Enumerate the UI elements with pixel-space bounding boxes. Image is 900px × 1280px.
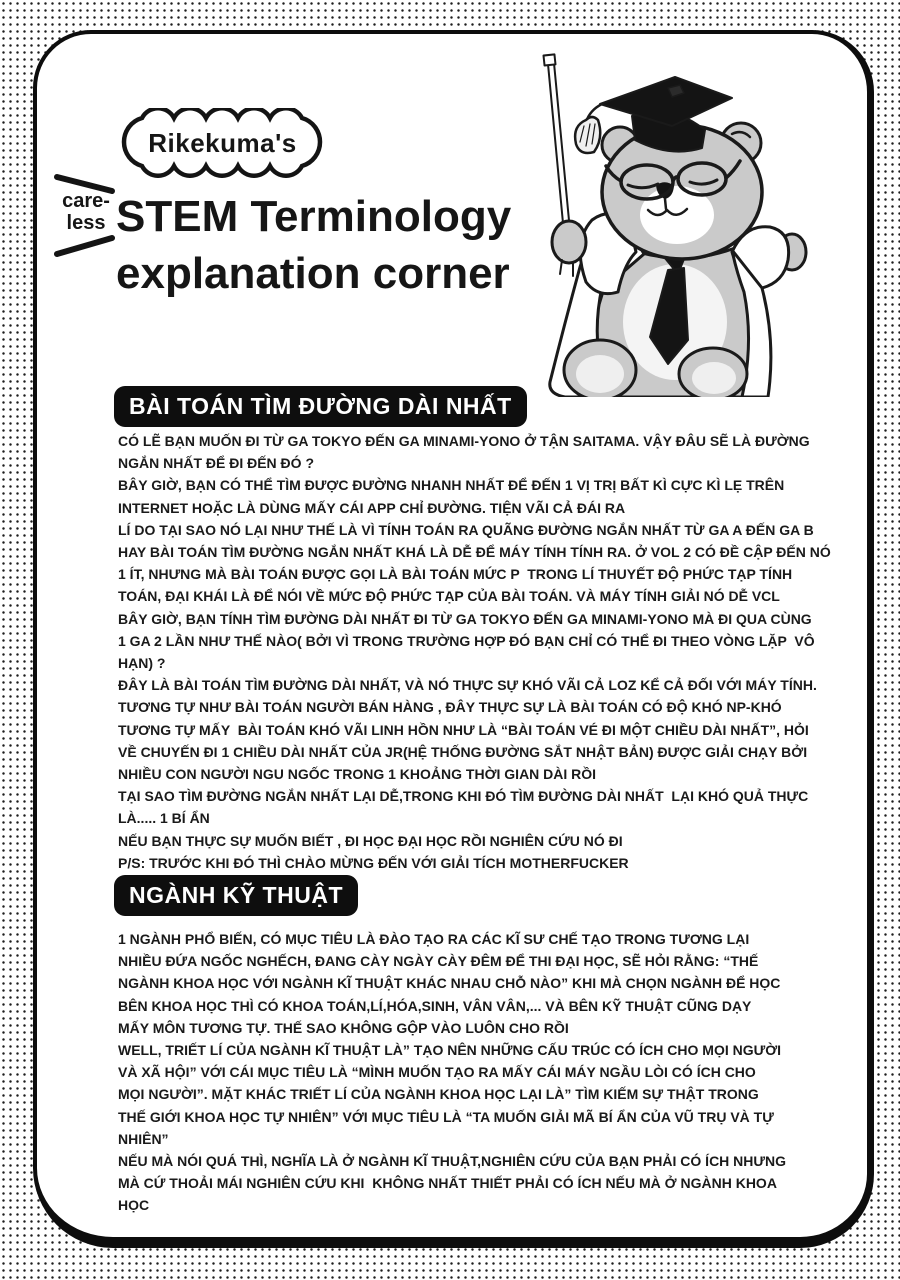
page-title: STEM Terminology explanation corner bbox=[116, 192, 512, 298]
section-heading-engineering: NGÀNH KỸ THUẬT bbox=[114, 875, 358, 916]
title-modifier: care- less bbox=[62, 190, 110, 234]
section-body-engineering: 1 NGÀNH PHỔ BIẾN, CÓ MỤC TIÊU LÀ ĐÀO TẠO RA CÁC KĨ SƯ CHẾ TẠO TRONG TƯƠNG LẠI NHIỀU ĐỨA NGỐC NGHẾCH, ĐANG CÀY NGÀY CÀY ĐÊM ĐỂ THI ĐẠI HỌC, SẼ HỎI RẰNG: “THẾ NGÀNH KHOA HỌC VỚI NGÀNH KĨ THUẬT KHÁC NHAU CHỖ NÀO” KHI MÀ CHỌN NGÀNH ĐỂ HỌC BÊN KHOA HỌC THÌ CÓ KHOA TOÁN,LÍ,HÓA,SINH, VÂN VÂN,... VÀ BÊN KỸ THUẬT CŨNG DẠY MẤY MÔN TƯƠNG TỰ. THẾ SAO KHÔNG GỘP VÀO LUÔN CHO RỒI WELL, TRIẾT LÍ CỦA NGÀNH KĨ THUẬT LÀ” TẠO NÊN NHỮNG CẤU TRÚC CÓ ÍCH CHO MỌI NGƯỜI VÀ XÃ HỘI” VỚI CÁI MỤC TIÊU LÀ “MÌNH MUỐN TẠO RA MẤY CÁI MÁY NGẦU LÒI CÓ ÍCH CHO MỌI NGƯỜI”. MẶT KHÁC TRIẾT LÍ CỦA NGÀNH KHOA HỌC LẠI LÀ” TÌM KIẾM SỰ THẬT TRONG THẾ GIỚI KHOA HỌC TỰ NHIÊN” VỚI MỤC TIÊU LÀ “TA MUỐN GIẢI MÃ BÍ ẨN CỦA VŨ TRỤ VÀ TỰ NHIÊN” NẾU MÀ NÓI QUÁ THÌ, NGHĨA LÀ Ở NGÀNH KĨ THUẬT,NGHIÊN CỨU CỦA BẠN PHẢI CÓ ÍCH NHƯNG MÀ CỨ THOẢI MÁI NGHIÊN CỨU KHI KHÔNG NHẤT THIẾT PHẢI CÓ ÍCH NẾU MÀ Ở NGÀNH KHOA HỌC bbox=[118, 931, 787, 1214]
section-heading-longest-path: BÀI TOÁN TÌM ĐƯỜNG DÀI NHẤT bbox=[114, 386, 527, 427]
mascot-name-label: Rikekuma's bbox=[148, 127, 297, 158]
professor-bear-illustration bbox=[520, 52, 880, 397]
section-body-longest-path: CÓ LẼ BẠN MUỐN ĐI TỪ GA TOKYO ĐẾN GA MINAMI-YONO Ở TẬN SAITAMA. VẬY ĐÂU SẼ LÀ ĐƯỜNG NGẮN NHẤT ĐỂ ĐI ĐẾN ĐÓ ? BÂY GIỜ, BẠN CÓ THỂ TÌM ĐƯỢC ĐƯỜNG NHANH NHẤT ĐỂ ĐẾN 1 VỊ TRỊ BẤT KÌ CỰC KÌ LẸ TRÊN INTERNET HOẶC LÀ DÙNG MẤY CÁI APP CHỈ ĐƯỜNG. TIỆN VÃI CẢ ĐÁI RA LÍ DO TẠI SAO NÓ LẠI NHƯ THẾ LÀ VÌ TÍNH TOÁN RA QUÃNG ĐƯỜNG NGẮN NHẤT TỪ GA A ĐẾN GA B HAY BÀI TOÁN TÌM ĐƯỜNG NGẮN NHẤT KHÁ LÀ DỄ ĐỂ MÁY TÍNH TÍNH RA. Ở VOL 2 CÓ ĐỀ CẬP ĐẾN NÓ 1 ÍT, NHƯNG MÀ BÀI TOÁN ĐƯỢC GỌI LÀ BÀI TOÁN MỨC P TRONG LÍ THUYẾT ĐỘ PHỨC TẠP TÍNH TOÁN, ĐẠI KHÁI LÀ ĐỂ NÓI VỀ MỨC ĐỘ PHỨC TẠP CỦA BÀI TOÁN. VÀ MÁY TÍNH GIẢI NÓ DỄ VCL BÂY GIỜ, BẠN TÍNH TÌM ĐƯỜNG DÀI NHẤT ĐI TỪ GA TOKYO ĐẾN GA MINAMI-YONO MÀ ĐI QUA CÙNG 1 GA 2 LẦN NHƯ THẾ NÀO( BỞI VÌ TRONG TRƯỜNG HỢP ĐÓ BẠN CHỈ CÓ THỂ ĐI THEO VÒNG LẶP VÔ HẠN) ? ĐÂY LÀ BÀI TOÁN TÌM ĐƯỜNG DÀI NHẤT, VÀ NÓ THỰC SỰ KHÓ VÃI CẢ LOZ KỂ CẢ ĐỐI VỚI MÁY TÍNH. TƯƠNG TỰ NHƯ BÀI TOÁN NGƯỜI BÁN HÀNG , ĐÂY THỰC SỰ LÀ BÀI TOÁN CÓ ĐỘ KHÓ NP-KHÓ TƯƠNG TỰ MẤY BÀI TOÁN KHÓ VÃI LINH HỒN NHƯ LÀ “BÀI TOÁN VÉ ĐI MỘT CHIỀU DÀI NHẤT”, HỎI VỀ CHUYẾN ĐI 1 CHIỀU DÀI NHẤT CỦA JR(HỆ THỐNG ĐƯỜNG SẮT NHẬT BẢN) ĐƯỢC GIẢI CHẠY BỞI NHIỀU CON NGƯỜI NGU NGỐC TRONG 1 KHOẢNG THỜI GIAN DÀI RỒI TẠI SAO TÌM ĐƯỜNG NGẮN NHẤT LẠI DỄ,TRONG KHI ĐÓ TÌM ĐƯỜNG DÀI NHẤT LẠI KHÓ QUẢ THỰC LÀ..... 1 BÍ ẨN NẾU BẠN THỰC SỰ MUỐN BIẾT , ĐI HỌC ĐẠI HỌC RỒI NGHIÊN CỨU NÓ ĐI P/S: TRƯỚC KHI ĐÓ THÌ CHÀO MỪNG ĐẾN VỚI GIẢI TÍCH MOTHERFUCKER bbox=[118, 433, 831, 871]
